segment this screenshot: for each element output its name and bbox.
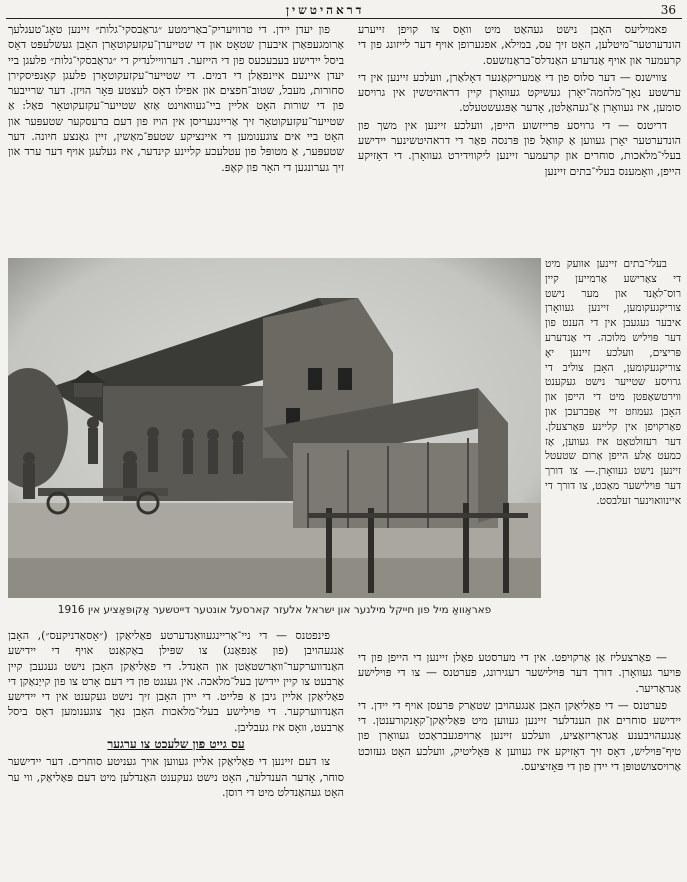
paragraph: צווישנס — דער סלוס פון די אַמעריקאַנער דאָלאַרן, וועלכע זיינען אין די ערשטע נאָך־מלחמה־יאָרן געשיקט געוואָרן קיין דראהיטשין אין גרויסע סומען, איז געוואָרן אַ־געהאַלטן, אָדער אַפּגעשטעלט. — [358, 70, 681, 115]
paragraph: פאמיליעס האָבן נישט געהאַט מיט וואָס צו קויפן זייערע הונדערטער־מיטלען, האָט זיך עס, במילא, אפגערופן אויף דער לייזונג פון די קרעמער און אויף אַנדערע האַנדלס־בראַנזשעס. — [358, 23, 681, 67]
paragraph: — פאַרצעליז אַן אַרקויפט. אין די מערסטע פאַלן זיינען די הייפן פון די פּויער געוואָרן. דורך דער פּוילישער רעגירונג, פערטנס — צו די פּוילישע אַגראַריער. — [358, 651, 681, 695]
text-column-left-bottom — [8, 628, 344, 880]
mill-photograph — [8, 258, 541, 598]
page-number: 36 — [660, 3, 676, 17]
paragraph: פינפטנס — די ניי־אַריינגעוואַנדערטע פאַליאַקן (״אָסאַדניקעס״), האָבן אַנגעהויבן (פון אַנפאַנג) צו שפּילן באַקאַנט אויף די יידישע האַנדווערקער־וואַרשטאַטן און האַנדל. די פאַליאַקן האָבן נישט געגעבן קיין אַרבעט צו קיין יידישן בעל־מלאכה. אין געגנט פון די דעם אָרט צו פון קייַנאַקן די פאַליאַקן אליין גיבן אַ פּלייט. די יידן האָבן זיך נישט געקענט אין די יידישע האַנדווערקער. די פּוילישע בעלי־מלאכות האָבן נאָך צוגענומען דאָס ביסל אַרבעט, וואָס איז געבליבן. — [8, 629, 344, 734]
photo-caption: פאראַוואַ מיל פון חייקל מילנער און ישראל אלעזר קארסעל אונטער דייטשער אָקופּאַציע אין 1916 — [57, 604, 492, 616]
text-column-right-top — [358, 22, 681, 255]
paragraph: דריטנס — די גרויסע פּרייזשוע הייפן, וועלכע זיינען אין משך פון הונדערטער יאָרן געווען אַ קוואַל פון פּרנסה פאַר די דראהיטשינער יידישע בעלי־מלאכות, סוחרים און קרעמער זיינען ליקווידירט געוואָרן. די דאָזיקע הייפן, וואָמענס בעלי־בתים זיינען — [358, 118, 681, 178]
mill-photo-illustration — [8, 258, 541, 598]
page-header — [6, 2, 682, 19]
paragraph: בעלי־בתים זיינען אוועק מיט די צאַרישע אַרמייען קיין רוס־לאַנד און מער נישט צוריקגעקומען, זיינען געוואָרן איבער געגעבן אין די הענט פון דער פּויליש מלוכה. די אַנדערע פּריצים, וועלכע זיינען יאָ צוריקגעקומען, האָבן צוליב די גרויסע שטייער נישט געקענט ווירטשאַפטן מיט די הייפן און האָבן געמוזט זיי אַפּברעכן און פאַרקויפן אין קליינע פּאַרצעלן. דער רעזולטאַט איז געווען, אַז כמעט אַלע הייפן אַרום שטעטל זיינען נישט געוואָרן.— צו דורך דער פּוילישער מאַכט, צו דורך די איינוואוינער זעלבסט. — [545, 258, 681, 507]
text-column-side — [545, 257, 681, 651]
text-column-left-top — [8, 22, 344, 255]
section-subheading: עס גייט פון שלעכט צו ערגער — [107, 737, 245, 752]
text-column-right-bottom — [358, 650, 681, 880]
paragraph: פערטנס — די פאַליאַקן האָבן אַנגעהויבן שטאַרק פּרעסן אויף די יידן. די יידישע סוחרים און הענדלער זיינען געווען מיט פּאַליאַקן־קאָנקורענטן. די אַנגעהויבענע אַגראַריזאַציע, וועלכע זיינען אַרויפגעבראַכט געוואָרן פון טיף־פּויליש, דאָס זיך דאָזיקע איז געווען אַ פּאָליטיק, וועלכע האָט געזוכט אַרויסצושטופּן די יידן פון די פּאָזיציעס. — [358, 698, 681, 774]
paragraph: פון יעדן יידן. די טרוויעריק־באַרימטע ״גראַבסקי־גלות״ זיינען טאָג־טעגלעך אַרומגעפאַרן איבערן שטאָט און די שטייערן־עקזעקוטאָרן האָבן געשלעפּט דאָס ביסל יידישע בעבעכעס פון די הייזער. דערוויילנדיק די ״גראַבסקי־גלות״ פלעגן ביי יעדן איינעם איינפאַלן די דמים. די שטייער־עקזעקוטאָרן פלעגן קאָנפיסקירן סחורות, מעבל, שטוב־חפצים און אפילו דאָס לעצטע פּאָר הויזן. דער שרייבער פון די שורות האָט אליין ביי־געוואוינט אַזאַ שטייער־עקזעקוטאָר פאַל: אַ שטייער־עקזעקוטאָר זיך אַריינגעריסן אין הויז פון דעם ברעסקער שטעפּער און האָט ביי אים צוגענומען די איינציקע שטעפּ־מאַשין, זיין גאַנצע חיונה. דער שטעפּער, אַ מטופּל פון עטלעכע קליינע קינדער, איז געלעגן אויף דער ערד און זיך גערונגען די האָר פון קאָפּ. — [8, 23, 344, 174]
running-title: דראהיטשין — [286, 3, 365, 17]
paragraph: צו דעם זיינען די פאַליאַקן אליין געווען אויך געניטע סוחרים. דער יידישער סוחר, אָדער הענדלער, האָט נישט געקענט האַנדלען מיט דעם פּאַליאַק, ווי ער האָט געהאַנדלט מיט די רוסן. — [8, 755, 344, 799]
